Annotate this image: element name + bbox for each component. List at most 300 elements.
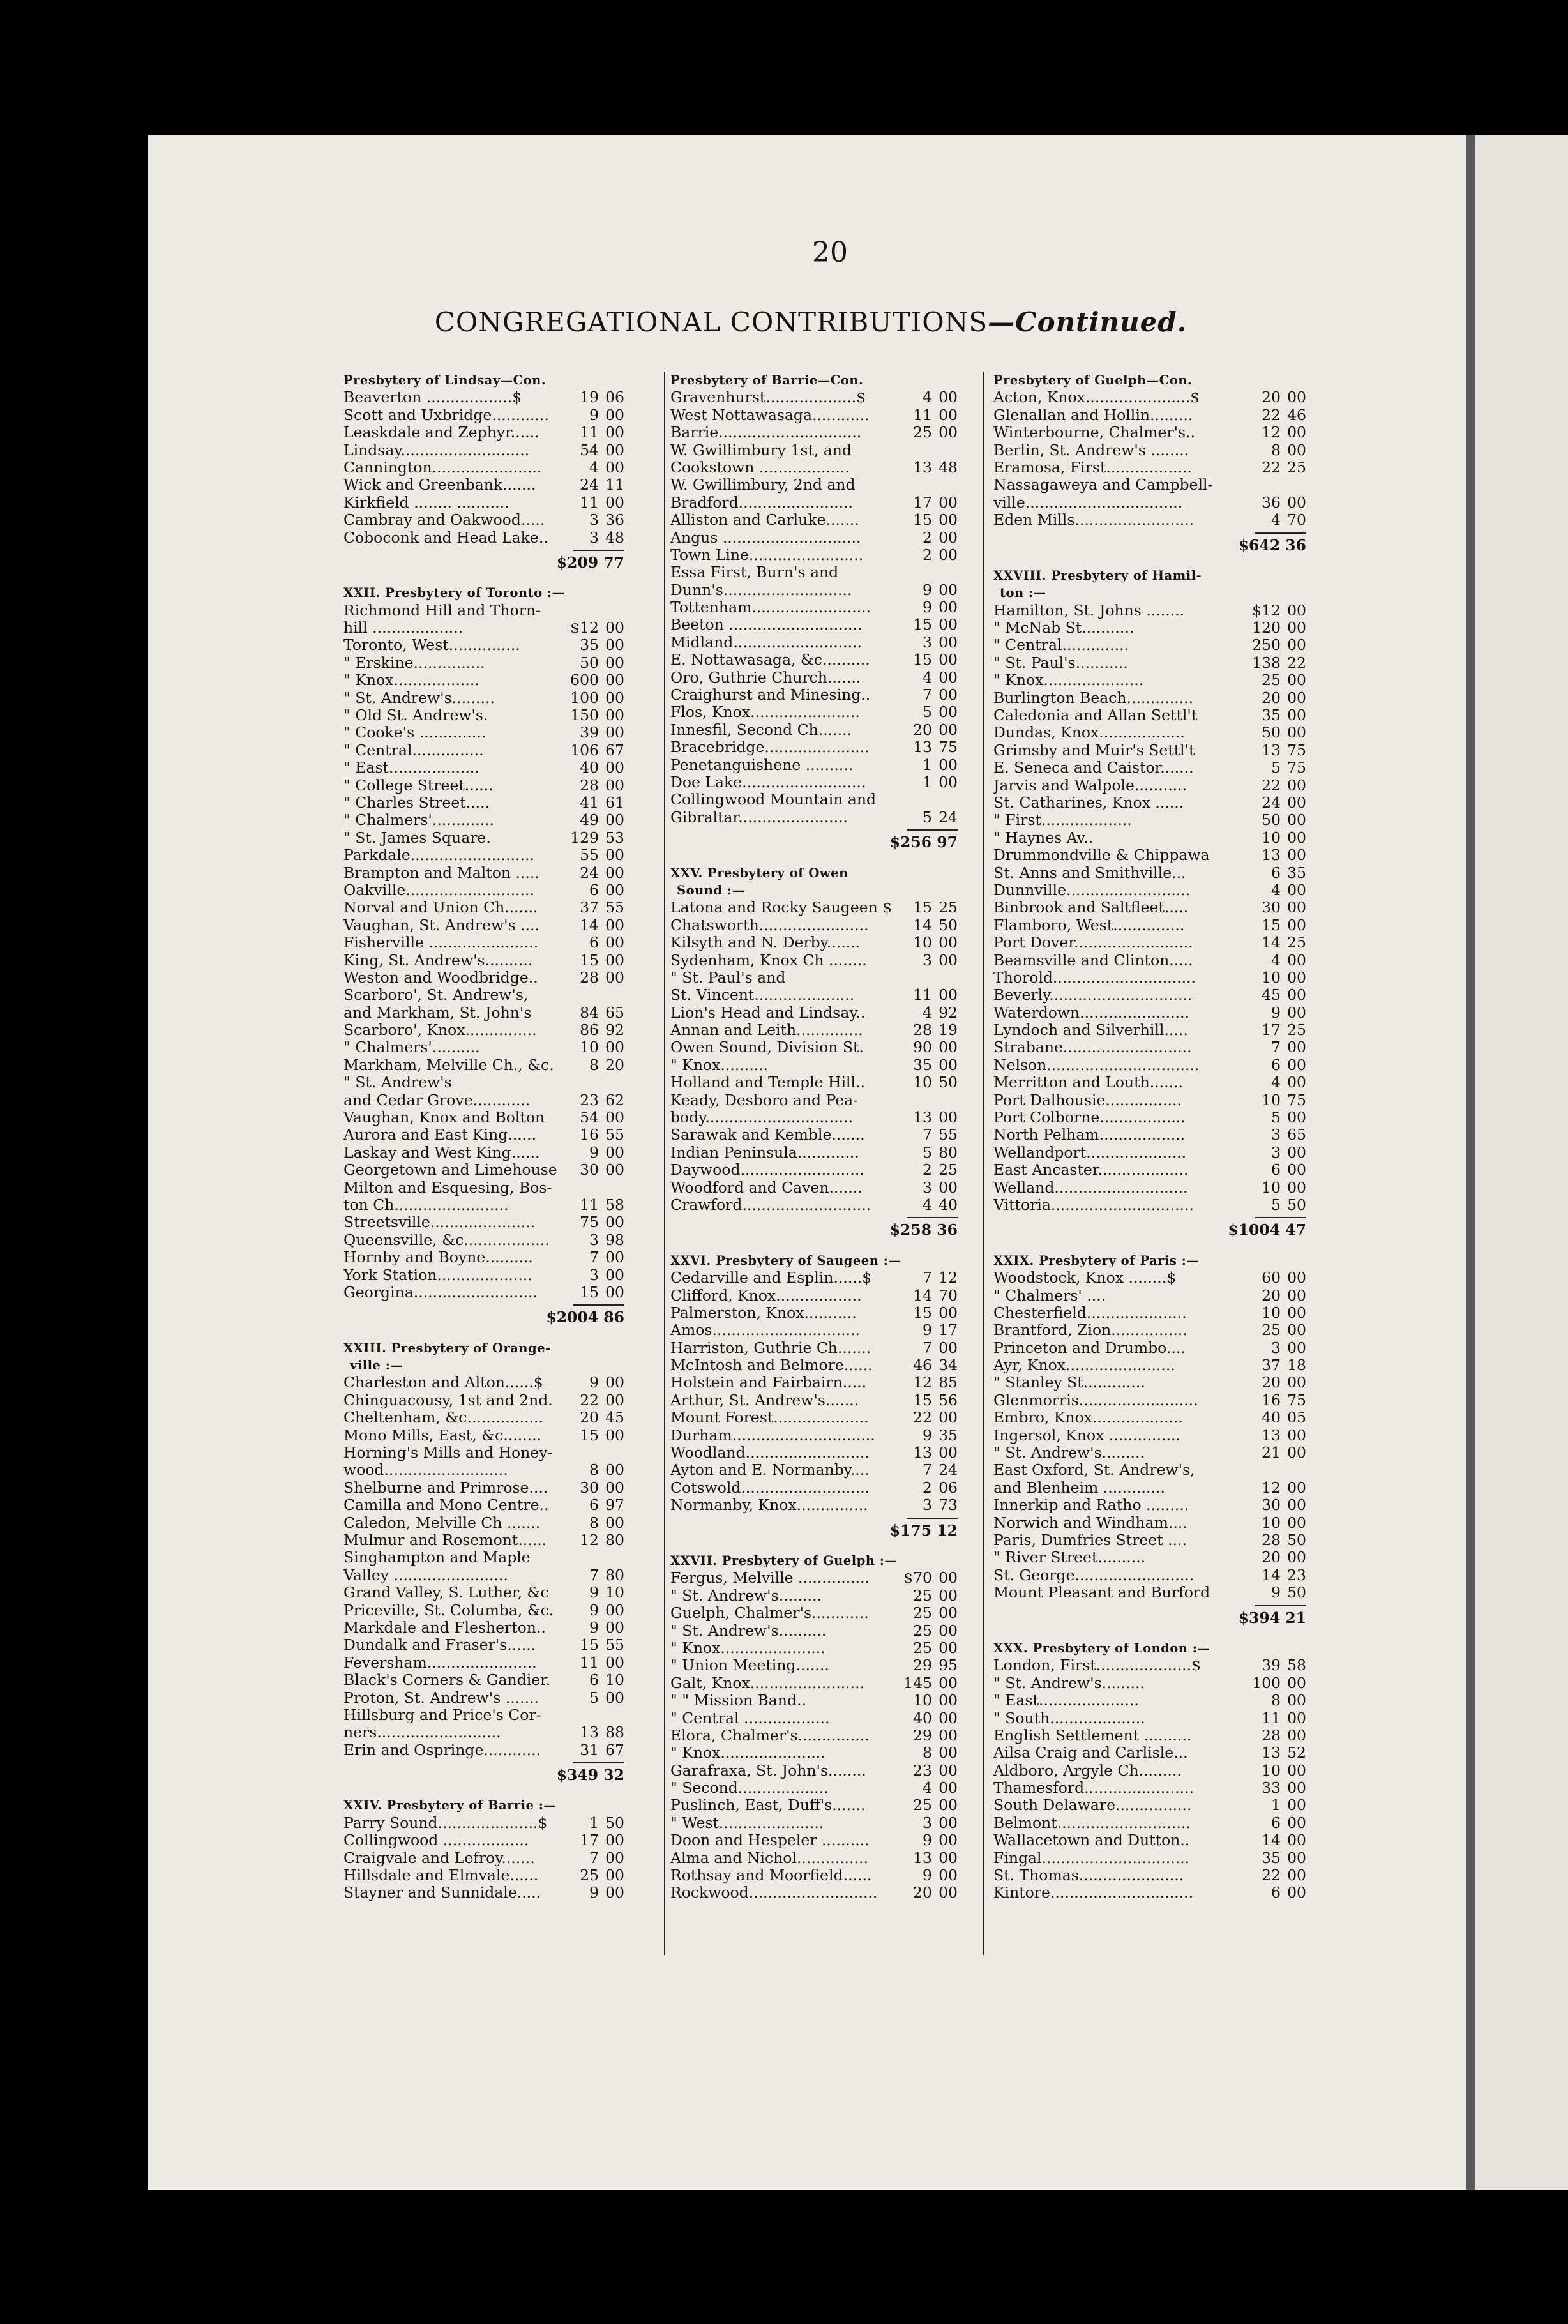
entry-row [343,1004,624,1022]
amount-cents: 67 [605,1741,624,1759]
amount-cents: 00 [939,1304,958,1322]
amount-dollars: 3 [923,1814,932,1832]
congregation-name: Parry Sound.....................$ [343,1814,548,1832]
congregation-name: Kilsyth and N. Derby....... [670,934,861,952]
congregation-name: South Delaware................ [993,1797,1192,1815]
amount-cents: 00 [1287,916,1306,934]
congregation-name: " Chalmers'.......... [343,1039,480,1057]
amount-cents: 00 [1287,1514,1306,1532]
entry-row [993,1850,1306,1867]
amount-cents: 00 [1287,707,1306,725]
congregation-name: Crawford........................... [670,1196,871,1214]
congregation-name: " Second................... [670,1779,829,1797]
amount-dollars: 3 [589,1266,599,1284]
congregation-name: Lindsay........................... [343,441,530,459]
congregation-name: " Knox..................... [993,672,1144,690]
amount-cents: 00 [1287,1444,1306,1462]
congregation-name: Beverly.............................. [993,986,1193,1004]
amount-cents: 00 [605,1832,624,1850]
entry-row [343,1532,624,1549]
entry-row [343,1057,624,1074]
congregation-name: Woodford and Caven....... [670,1179,863,1196]
amount-cents: 05 [1287,1409,1306,1427]
amount-dollars: 22 [1262,1867,1281,1885]
amount-cents: 61 [605,794,624,811]
congregation-name: Glenallan and Hollin......... [993,406,1193,424]
entry-row [993,864,1306,882]
amount-dollars [559,602,599,619]
amount-dollars: 4 [923,1779,932,1797]
amount-cents: 00 [1287,1109,1306,1127]
amount-cents: 55 [939,1126,958,1144]
amount-dollars: 3 [1271,1126,1281,1144]
amount-dollars: 9 [589,1884,599,1902]
amount-cents: 00 [1287,601,1306,619]
section-gap [343,571,624,584]
amount-cents [932,442,958,459]
amount-cents: 50 [1287,1196,1306,1214]
amount-dollars [893,442,932,459]
amount-dollars: 13 [913,458,932,476]
congregation-name: Mount Pleasant and Burford [993,1584,1210,1602]
amount-cents: 00 [1287,389,1306,407]
amount-cents: 00 [605,1601,624,1619]
amount-cents: 85 [939,1374,958,1392]
amount-dollars: 9 [923,1426,932,1444]
amount-cents: 17 [939,1322,958,1339]
amount-cents: 00 [605,1391,624,1409]
congregation-name: Grimsby and Muir's Settl't [993,741,1195,759]
amount-dollars: 6 [589,934,599,952]
amount-dollars: 10 [1262,1514,1281,1532]
congregation-name: " Knox.......... [670,1056,769,1074]
amount-dollars: 11 [913,986,932,1004]
entry-row [993,986,1306,1004]
amount-dollars: 3 [923,1497,932,1514]
amount-cents: 75 [1287,741,1306,759]
amount-dollars: 4 [923,1196,932,1214]
congregation-name: " St. Andrew's......... [993,1444,1145,1462]
amount-cents: 00 [939,686,958,704]
congregation-name: King, St. Andrew's.......... [343,951,533,969]
page-title [358,306,1264,338]
entry-row [993,1584,1306,1601]
amount-cents: 25 [939,1161,958,1179]
entry-row [993,952,1306,969]
entry-row [993,1269,1306,1286]
congregation-name: Galt, Knox........................ [670,1674,865,1692]
amount-cents: 00 [1287,1074,1306,1092]
congregation-name: W. Gwillimbury, 2nd and [670,476,856,494]
congregation-name: " McNab St........... [993,619,1135,637]
amount-dollars: 138 [1252,654,1281,672]
entry-row [670,1744,958,1762]
amount-cents: 00 [605,881,624,899]
amount-dollars [559,986,599,1004]
amount-cents: 00 [605,969,624,986]
congregation-name: Richmond Hill and Thorn- [343,601,541,619]
amount-dollars: 86 [580,1022,599,1039]
entry-row [343,952,624,969]
congregation-name: Embro, Knox................... [993,1409,1183,1427]
amount-cents: 50 [1287,1532,1306,1549]
amount-dollars: 17 [913,494,932,511]
congregation-name: Waterdown....................... [993,1004,1189,1022]
amount-cents: 00 [939,424,958,442]
amount-cents: 24 [939,1461,958,1479]
entry-row [670,1322,958,1339]
amount-cents: 25 [1287,458,1306,476]
entry-row [670,1622,958,1640]
amount-cents: 10 [605,1671,624,1689]
entry-row [993,794,1306,811]
congregation-name: Craigvale and Lefroy....... [343,1849,535,1867]
entry-row [993,1161,1306,1179]
congregation-name: St. George......................... [993,1566,1195,1584]
congregation-name: Collingwood .................. [343,1832,529,1850]
amount-dollars: 7 [923,1126,932,1144]
total-rule [343,547,624,554]
amount-dollars: 20 [1262,1286,1281,1304]
amount-cents: 22 [1287,654,1306,672]
amount-dollars: 1 [923,773,932,791]
amount-dollars: 8 [589,1514,599,1532]
congregation-name: Charleston and Alton......$ [343,1374,543,1392]
amount-dollars: 15 [913,1391,932,1409]
amount-cents: 92 [939,1004,958,1022]
entry-row [343,986,624,1004]
section-heading: XXVII. Presbytery of Guelph :— [670,1553,898,1568]
amount-dollars: 40 [580,759,599,777]
congregation-name: Drummondville & Chippawa [993,847,1210,864]
entry-row [670,494,958,511]
entry-row [670,1427,958,1444]
amount-cents: 80 [939,1143,958,1161]
entry-row [670,1832,958,1849]
amount-cents [599,1074,624,1091]
congregation-name: Erin and Ospringe............ [343,1741,541,1759]
amount-dollars: 22 [913,1409,932,1427]
congregation-name: English Settlement .......... [993,1726,1192,1744]
entry-row [343,1867,624,1884]
amount-cents: 00 [939,616,958,634]
congregation-name: Ingersol, Knox ............... [993,1426,1180,1444]
amount-cents: 00 [605,847,624,864]
amount-cents: 00 [1287,1674,1306,1692]
amount-cents: 00 [939,1692,958,1710]
congregation-name: Binbrook and Saltfleet..... [993,899,1189,917]
amount-cents: 00 [939,1832,958,1850]
amount-dollars: 3 [923,633,932,651]
amount-cents: 00 [939,1409,958,1427]
amount-cents: 00 [605,759,624,777]
section-total [670,1522,958,1539]
entry-row [670,442,958,459]
entry-row [670,511,958,529]
congregation-name: Parkdale.......................... [343,847,534,864]
entry-row [993,1815,1306,1832]
congregation-name: Aldboro, Argyle Ch......... [993,1762,1182,1779]
amount-dollars: 35 [1262,707,1281,725]
amount-dollars: 145 [903,1674,932,1692]
congregation-name: " " Mission Band.. [670,1692,806,1710]
amount-dollars: 1 [589,1814,599,1832]
entry-row [670,407,958,424]
amount-dollars: 8 [923,1744,932,1762]
entry-row [343,1497,624,1514]
amount-dollars: 3 [589,511,599,529]
amount-cents: 00 [1287,1269,1306,1287]
amount-dollars: 7 [923,686,932,704]
title-main: CONGREGATIONAL CONTRIBUTIONS [434,306,988,338]
entry-row [993,1322,1306,1339]
amount-cents [932,1092,958,1109]
amount-dollars: 30 [580,1161,599,1179]
amount-cents: 00 [939,756,958,774]
entry-row [993,777,1306,794]
congregation-name: Mount Forest.................... [670,1409,869,1427]
amount-dollars: 25 [913,1797,932,1815]
entry-row [343,1584,624,1601]
congregation-name: " Cooke's .............. [343,724,486,742]
congregation-name: Ailsa Craig and Carlisle... [993,1744,1188,1762]
section-heading: Presbytery of Barrie—Con. [670,373,864,388]
congregation-name: Mulmur and Rosemont...... [343,1532,547,1549]
congregation-name: Dundas, Knox.................. [993,724,1185,742]
congregation-name: Cedarville and Esplin......$ [670,1269,872,1287]
amount-dollars: 24 [580,864,599,882]
amount-dollars: 10 [580,1039,599,1057]
entry-row [993,1497,1306,1514]
congregation-name: Clifford, Knox.................. [670,1286,862,1304]
amount-dollars: 20 [1262,689,1281,707]
section-heading: XXIV. Presbytery of Barrie :— [343,1798,557,1813]
congregation-name: Black's Corners & Gandier. [343,1671,551,1689]
entry-row [670,1779,958,1797]
amount-cents: 00 [1287,1304,1306,1322]
entry-row [343,1567,624,1584]
amount-cents: 00 [1287,441,1306,459]
amount-cents: 00 [1287,1286,1306,1304]
amount-dollars: 4 [923,389,932,407]
amount-dollars: 9 [923,1322,932,1339]
congregation-name: Milton and Esquesing, Bos- [343,1179,552,1196]
column-3 [993,372,1306,1902]
entry-row [343,1284,624,1301]
entry-row [670,389,958,406]
entry-row [343,1039,624,1056]
entry-row [343,1689,624,1707]
amount-dollars [893,1092,932,1109]
entry-row [993,389,1306,406]
amount-cents: 67 [605,741,624,759]
entry-row [343,1707,624,1724]
amount-dollars: 23 [580,1091,599,1109]
total-rule [670,1214,958,1221]
entry-row [670,1287,958,1304]
amount-dollars: 20 [1262,389,1281,407]
amount-dollars: 11 [580,1654,599,1671]
amount-dollars: 14 [580,916,599,934]
entry-row [993,1744,1306,1762]
amount-cents: 00 [605,1214,624,1232]
amount-cents: 00 [605,1249,624,1267]
amount-cents: 00 [1287,881,1306,899]
congregation-name: Innesfil, Second Ch....... [670,721,852,739]
amount-cents: 58 [1287,1657,1306,1675]
entry-row [993,1304,1306,1322]
amount-dollars [559,1179,599,1196]
section-total-value: $175 12 [889,1521,958,1539]
entry-row [670,1640,958,1657]
amount-dollars: 7 [923,1461,932,1479]
amount-cents: 92 [605,1022,624,1039]
amount-cents: 00 [605,424,624,442]
amount-cents: 00 [1287,951,1306,969]
congregation-name: Harriston, Guthrie Ch....... [670,1339,871,1357]
amount-cents: 00 [939,511,958,529]
entry-row [343,690,624,707]
entry-row [343,917,624,934]
section-total-value: $1004 47 [1228,1221,1306,1239]
amount-dollars: 1 [1271,1797,1281,1815]
congregation-name: ton Ch........................ [343,1196,509,1214]
amount-dollars: 2 [923,546,932,564]
section-gap [993,1239,1306,1252]
amount-dollars: 13 [913,1444,932,1462]
entry-row [670,476,958,494]
entry-row [343,864,624,882]
amount-dollars: 15 [1262,916,1281,934]
amount-dollars: 9 [589,1601,599,1619]
amount-cents [1281,1461,1306,1479]
entry-row [993,1461,1306,1479]
amount-dollars: 15 [580,951,599,969]
entry-row [993,1339,1306,1357]
entry-row [343,759,624,776]
amount-dollars: 37 [580,899,599,917]
congregation-name: Wellandport..................... [993,1143,1187,1161]
amount-cents [932,969,958,986]
amount-dollars: 30 [580,1479,599,1497]
amount-dollars: 13 [913,739,932,757]
congregation-name: Indian Peninsula............. [670,1143,859,1161]
congregation-name: Norwich and Windham.... [993,1514,1187,1532]
amount-cents: 00 [605,689,624,707]
amount-cents: 50 [939,1074,958,1092]
congregation-name: Alliston and Carluke....... [670,511,859,529]
amount-cents [932,564,958,581]
entry-row [343,529,624,547]
entry-row [670,1815,958,1832]
amount-cents: 00 [605,1867,624,1885]
amount-cents: 00 [1287,1797,1306,1815]
amount-dollars [559,1444,599,1461]
section-gap [993,554,1306,567]
entry-row [670,739,958,756]
section-total-value: $349 32 [556,1766,624,1784]
amount-cents: 00 [1287,1814,1306,1832]
amount-dollars: 35 [1262,1849,1281,1867]
entry-row [993,1004,1306,1022]
amount-cents: 00 [605,864,624,882]
amount-cents: 00 [1287,724,1306,742]
amount-cents: 00 [939,773,958,791]
congregation-name: Arthur, St. Andrew's....... [670,1391,859,1409]
entry-row [670,899,958,916]
amount-dollars: 600 [570,672,599,690]
section-gap [993,1627,1306,1640]
entry-row [670,1074,958,1091]
section-total [343,1309,624,1326]
entry-row [343,1161,624,1179]
congregation-name: Burlington Beach.............. [993,689,1194,707]
amount-dollars: 10 [1262,1762,1281,1779]
amount-cents: 45 [605,1409,624,1427]
entry-row [993,1057,1306,1074]
amount-cents: 00 [605,934,624,952]
amount-cents: 00 [939,1814,958,1832]
congregation-name: Elora, Chalmer's............... [670,1726,870,1744]
amount-dollars: 25 [1262,1322,1281,1339]
entry-row [343,442,624,459]
entry-row [343,724,624,741]
congregation-name: Hamilton, St. Johns ........ [993,601,1185,619]
congregation-name: Barrie.............................. [670,424,862,442]
congregation-name: " Chalmers' .... [993,1286,1106,1304]
amount-cents: 00 [605,1266,624,1284]
congregation-name: Shelburne and Primrose.... [343,1479,548,1497]
amount-dollars: 40 [1262,1409,1281,1427]
entry-row [343,1654,624,1671]
amount-dollars: 20 [913,721,932,739]
congregation-name: East Ancaster................... [993,1161,1189,1179]
congregation-name: Palmerston, Knox........... [670,1304,857,1322]
amount-cents: 00 [1287,776,1306,794]
amount-dollars: 8 [589,1056,599,1074]
congregation-name: " St. Andrew's......... [670,1587,822,1604]
amount-cents: 00 [939,721,958,739]
amount-dollars: 90 [913,1039,932,1057]
section-heading-continued: ton :— [1000,585,1046,601]
entry-row [993,1762,1306,1779]
amount-dollars: 9 [589,1143,599,1161]
entry-row [670,1867,958,1884]
congregation-name: Vaughan, Knox and Bolton [343,1109,545,1127]
entry-row [343,1815,624,1832]
entry-row [670,1092,958,1109]
amount-dollars: 13 [1262,1426,1281,1444]
amount-cents: 97 [605,1497,624,1514]
entry-row [993,1427,1306,1444]
congregation-name: Doon and Hespeler .......... [670,1832,870,1850]
section-heading: XXX. Presbytery of London :— [993,1640,1210,1656]
entry-row [343,494,624,511]
congregation-name: Brampton and Malton ..... [343,864,539,882]
amount-cents: 00 [605,1461,624,1479]
amount-cents: 46 [1287,406,1306,424]
amount-dollars: 11 [580,424,599,442]
amount-cents: 00 [605,1479,624,1497]
amount-cents: 00 [939,546,958,564]
congregation-name: " South.................... [993,1709,1145,1727]
entry-row [993,637,1306,654]
congregation-name: Princeton and Drumbo.... [993,1339,1186,1357]
amount-cents [599,1179,624,1196]
section-heading: XXIII. Presbytery of Orange- [343,1340,551,1355]
amount-cents: 00 [605,1426,624,1444]
amount-cents: 00 [1287,1426,1306,1444]
